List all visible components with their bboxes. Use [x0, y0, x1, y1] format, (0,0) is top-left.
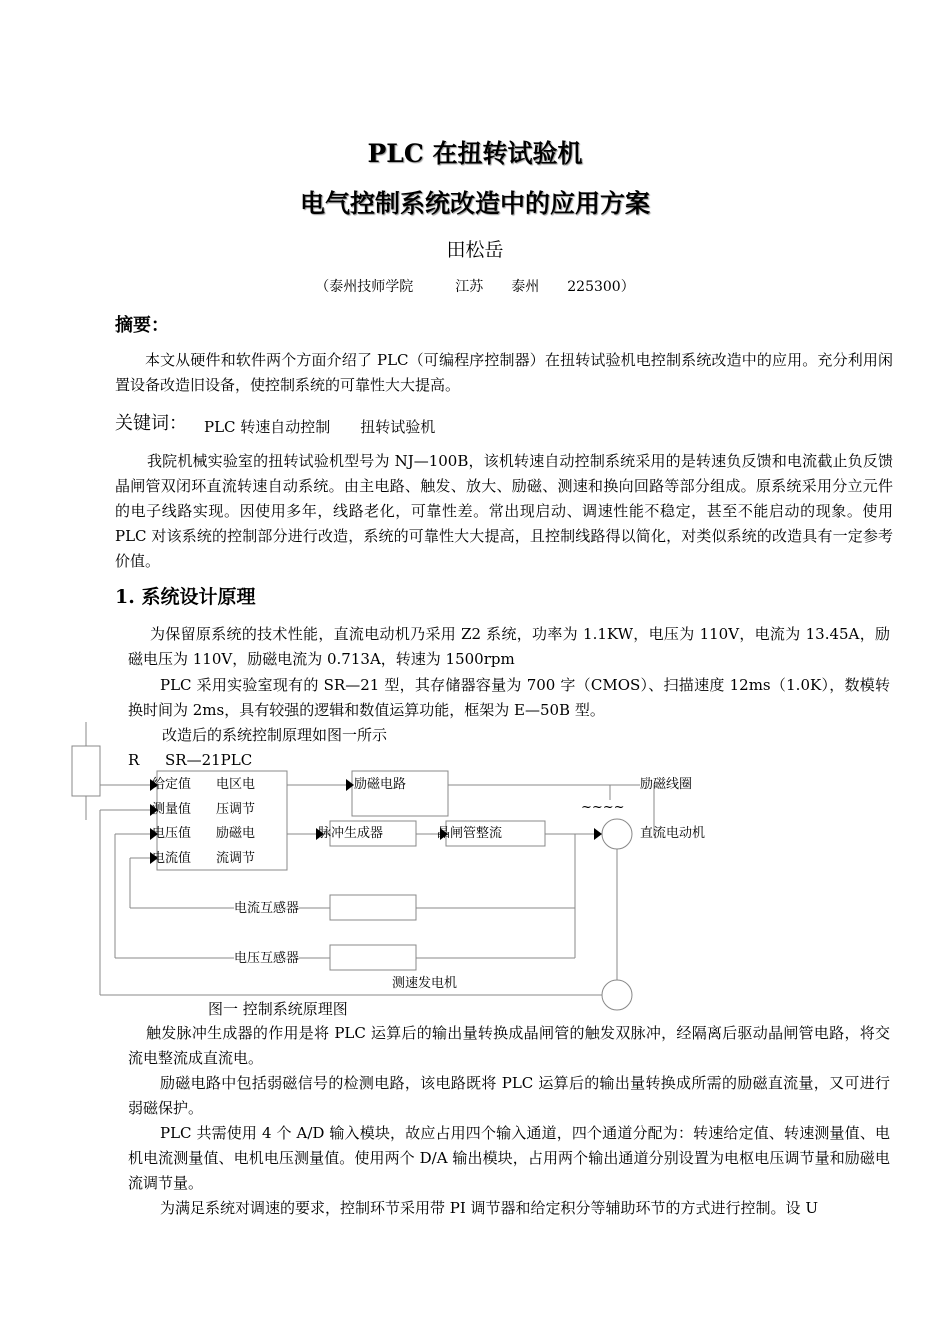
paragraph-control: 为满足系统对调速的要求，控制环节采用带 PI 调节器和给定积分等辅助环节的方式进行控制。设 U — [160, 1199, 818, 1217]
input-setpoint: 给定值 — [152, 777, 192, 792]
plc-label: SR—21PLC — [165, 751, 253, 769]
tachogenerator-label: 测速发电机 — [392, 976, 458, 991]
paragraph-io-modules: PLC 共需使用 4 个 A/D 输入模块，故应占用四个输入通道，四个通道分配为：转速给定值、转速测量值、电机电流测量值、电机电压测量值。使用两个 D/A 输出模块，占用两个输出通道分别设置为电枢电压调节量和励磁电流调节量。 — [128, 1124, 890, 1192]
output-1: 电区电 — [216, 777, 256, 792]
abstract-text: 本文从硬件和软件两个方面介绍了 PLC（可编程序控制器）在扭转试验机电控制系统改造中的应用。充分利用闲置设备改造旧设备，使控制系统的可靠性大大提高。 — [115, 351, 893, 394]
wave-symbol: ~~~~ — [581, 800, 625, 815]
pulse-generator-label: 脉冲生成器 — [318, 826, 384, 841]
excitation-coil-label: 励磁线圈 — [640, 777, 693, 792]
input-voltage: 电压值 — [152, 826, 192, 841]
paragraph-pulse: 触发脉冲生成器的作用是将 PLC 运算后的输出量转换成晶闸管的触发双脉冲，经隔离后驱动晶闸管电路，将交流电整流成直流电。 — [128, 1024, 890, 1067]
title-line-2: 电气控制系统改造中的应用方案 — [299, 189, 650, 218]
scr-rectifier-label: 晶闸管整流 — [437, 826, 503, 841]
paragraph-excitation: 励磁电路中包括弱磁信号的检测电路，该电路既将 PLC 运算后的输出量转换成所需的励磁直流量，又可进行弱磁保护。 — [128, 1074, 890, 1117]
voltage-transformer-label: 电压互感器 — [234, 951, 300, 966]
output-3: 励磁电 — [216, 826, 256, 841]
output-2: 压调节 — [216, 802, 256, 817]
section-1-heading: 1. 系统设计原理 — [115, 586, 256, 608]
section-1-paragraph-3: 改造后的系统控制原理如图一所示 — [162, 726, 388, 744]
dc-motor-label: 直流电动机 — [640, 826, 706, 841]
input-current: 电流值 — [152, 851, 192, 866]
author: 田松岳 — [446, 239, 504, 261]
resistor-label: R — [128, 751, 140, 769]
intro-paragraph: 我院机械实验室的扭转试验机型号为 NJ—100B，该机转速自动控制系统采用的是转速负反馈和电流截止负反馈晶闸管双闭环直流转速自动系统。由主电路、触发、放大、励磁、测速和换向回路等部分组成。原系统采用分立元件的电子线路实现。因使用多年，线路老化，可靠性差。常出现启动、调速性能不稳定，甚至不能启动的现象。使用 PLC 对该系统的控制部分进行改造，系统的可靠性大大提高，且控制线路得以简化，对类似系统的改造具有一定参考价值。 — [115, 452, 893, 570]
keywords: PLC 转速自动控制 扭转试验机 — [204, 418, 436, 436]
abstract-heading: 摘要： — [115, 315, 169, 336]
title-line-1: PLC 在扭转试验机 — [367, 139, 583, 168]
output-4: 流调节 — [216, 851, 256, 866]
section-1-paragraph-2: PLC 采用实验室现有的 SR—21 型，其存储器容量为 700 字（CMOS）、扫描速度 12ms（1.0K），数模转换时间为 2ms，具有较强的逻辑和数值运算功能，框架为 E—50B 型。 — [128, 676, 890, 719]
input-measured: 测量值 — [152, 802, 192, 817]
section-1-paragraph-1: 为保留原系统的技术性能，直流电动机乃采用 Z2 系统，功率为 1.1KW，电压为 110V，电流为 13.45A，励磁电压为 110V，励磁电流为 0.713A，转速为 1500rpm — [128, 625, 890, 668]
figure-caption: 图一 控制系统原理图 — [208, 1000, 348, 1018]
excitation-circuit-label: 励磁电路 — [354, 777, 407, 792]
current-transformer-label: 电流互感器 — [234, 901, 300, 916]
affiliation: （泰州技师学院 江苏 泰州 225300） — [315, 279, 635, 295]
keywords-label: 关键词： — [115, 413, 187, 434]
